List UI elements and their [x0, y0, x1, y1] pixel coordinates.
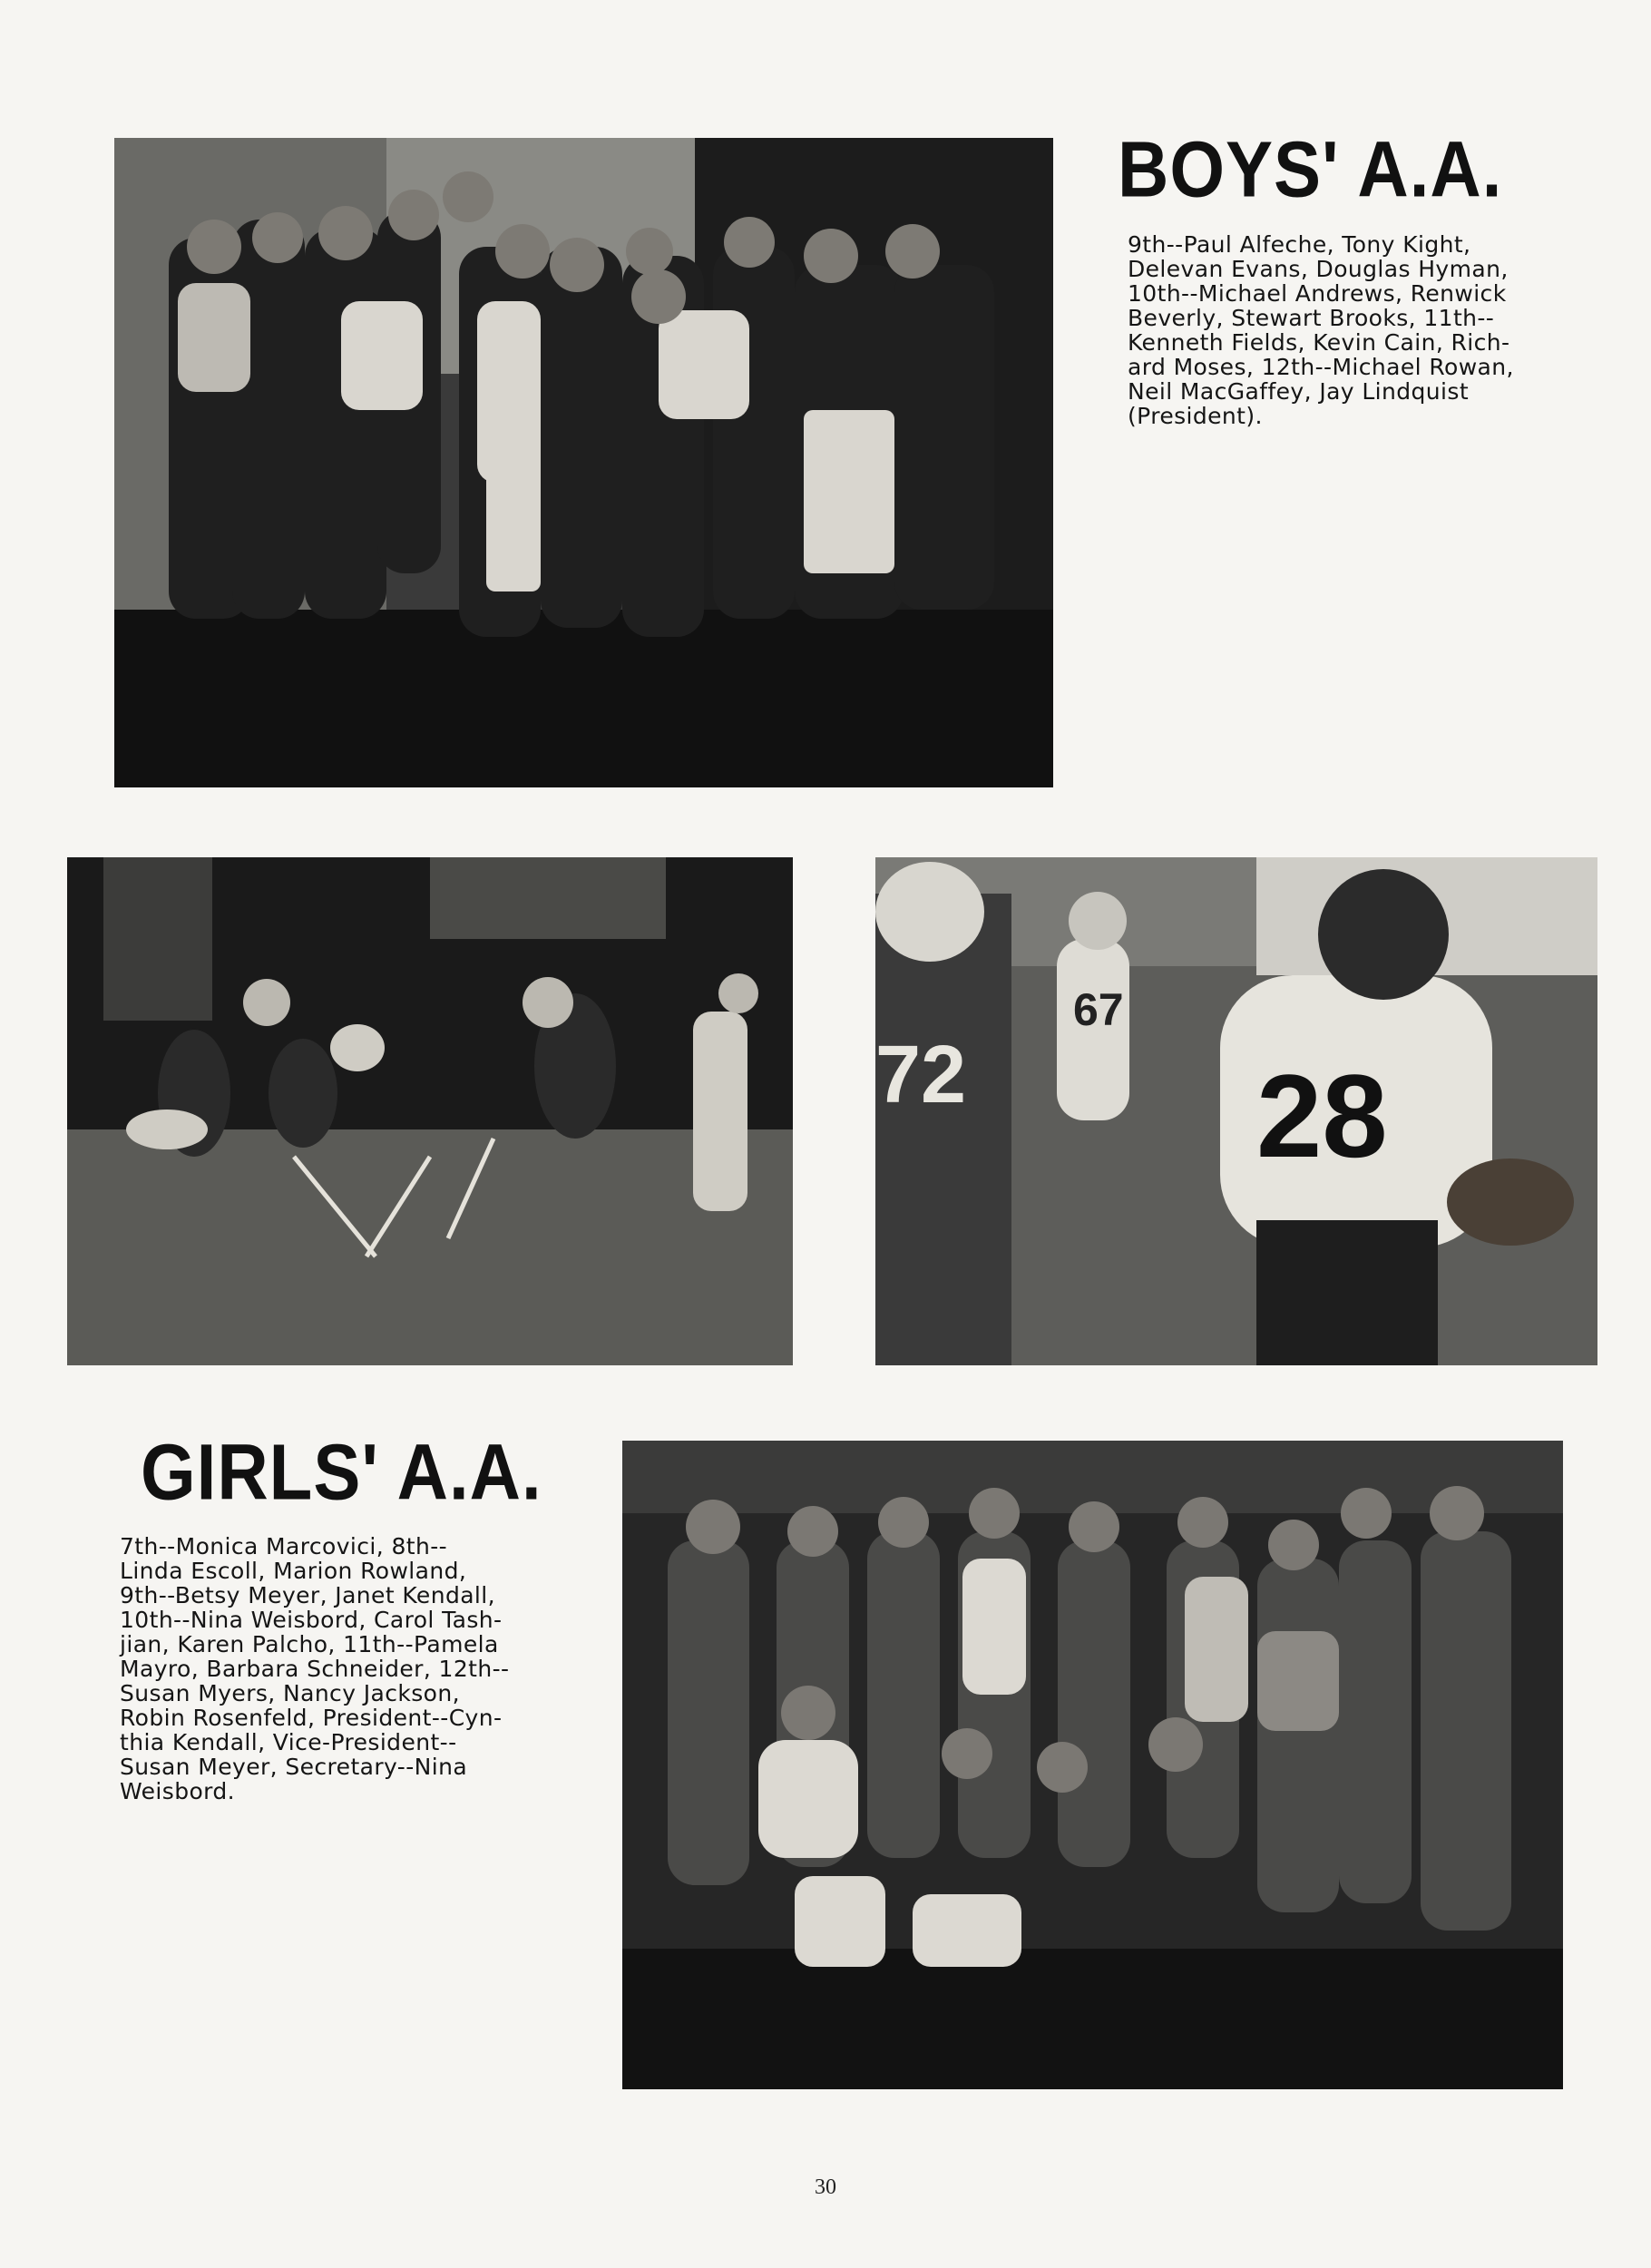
boys-aa-group-photo — [114, 138, 1053, 787]
caption-line: thia Kendall, Vice-President-- — [120, 1729, 457, 1755]
caption-line: Linda Escoll, Marion Rowland, — [120, 1558, 467, 1584]
caption-line: Robin Rosenfeld, President--Cyn- — [120, 1705, 503, 1731]
caption-line: Kenneth Fields, Kevin Cain, Rich- — [1128, 329, 1510, 356]
caption-line: Mayro, Barbara Schneider, 12th-- — [120, 1656, 510, 1682]
jersey-number-67: 67 — [1073, 984, 1124, 1035]
caption-line: Susan Meyer, Secretary--Nina — [120, 1754, 468, 1780]
caption-line: (President). — [1128, 403, 1263, 429]
caption-line: ard Moses, 12th--Michael Rowan, — [1128, 354, 1514, 380]
caption-line: jian, Karen Palcho, 11th--Pamela — [120, 1631, 499, 1657]
boys-aa-heading: BOYS' A.A. — [1118, 124, 1503, 214]
jersey-number-72: 72 — [875, 1030, 967, 1120]
jersey-number-28: 28 — [1256, 1050, 1388, 1182]
girls-aa-heading: GIRLS' A.A. — [141, 1427, 542, 1517]
page-number: 30 — [815, 2175, 836, 2199]
caption-line: 7th--Monica Marcovici, 8th-- — [120, 1533, 448, 1559]
football-game-photo — [875, 857, 1597, 1365]
caption-line: Beverly, Stewart Brooks, 11th-- — [1128, 305, 1495, 331]
caption-line: Delevan Evans, Douglas Hyman, — [1128, 256, 1509, 282]
girls-aa-roster-caption — [120, 1534, 509, 1804]
caption-line: 10th--Nina Weisbord, Carol Tash- — [120, 1607, 503, 1633]
caption-line: Susan Myers, Nancy Jackson, — [120, 1680, 460, 1706]
caption-line: Neil MacGaffey, Jay Lindquist — [1128, 378, 1470, 405]
caption-line: 9th--Paul Alfeche, Tony Kight, — [1128, 231, 1471, 258]
caption-line: 9th--Betsy Meyer, Janet Kendall, — [120, 1582, 495, 1608]
girls-aa-group-photo — [622, 1441, 1563, 2089]
caption-line: Weisbord. — [120, 1778, 236, 1804]
caption-line: 10th--Michael Andrews, Renwick — [1128, 280, 1507, 307]
boys-aa-roster-caption — [1128, 232, 1514, 428]
field-hockey-photo — [67, 857, 793, 1365]
